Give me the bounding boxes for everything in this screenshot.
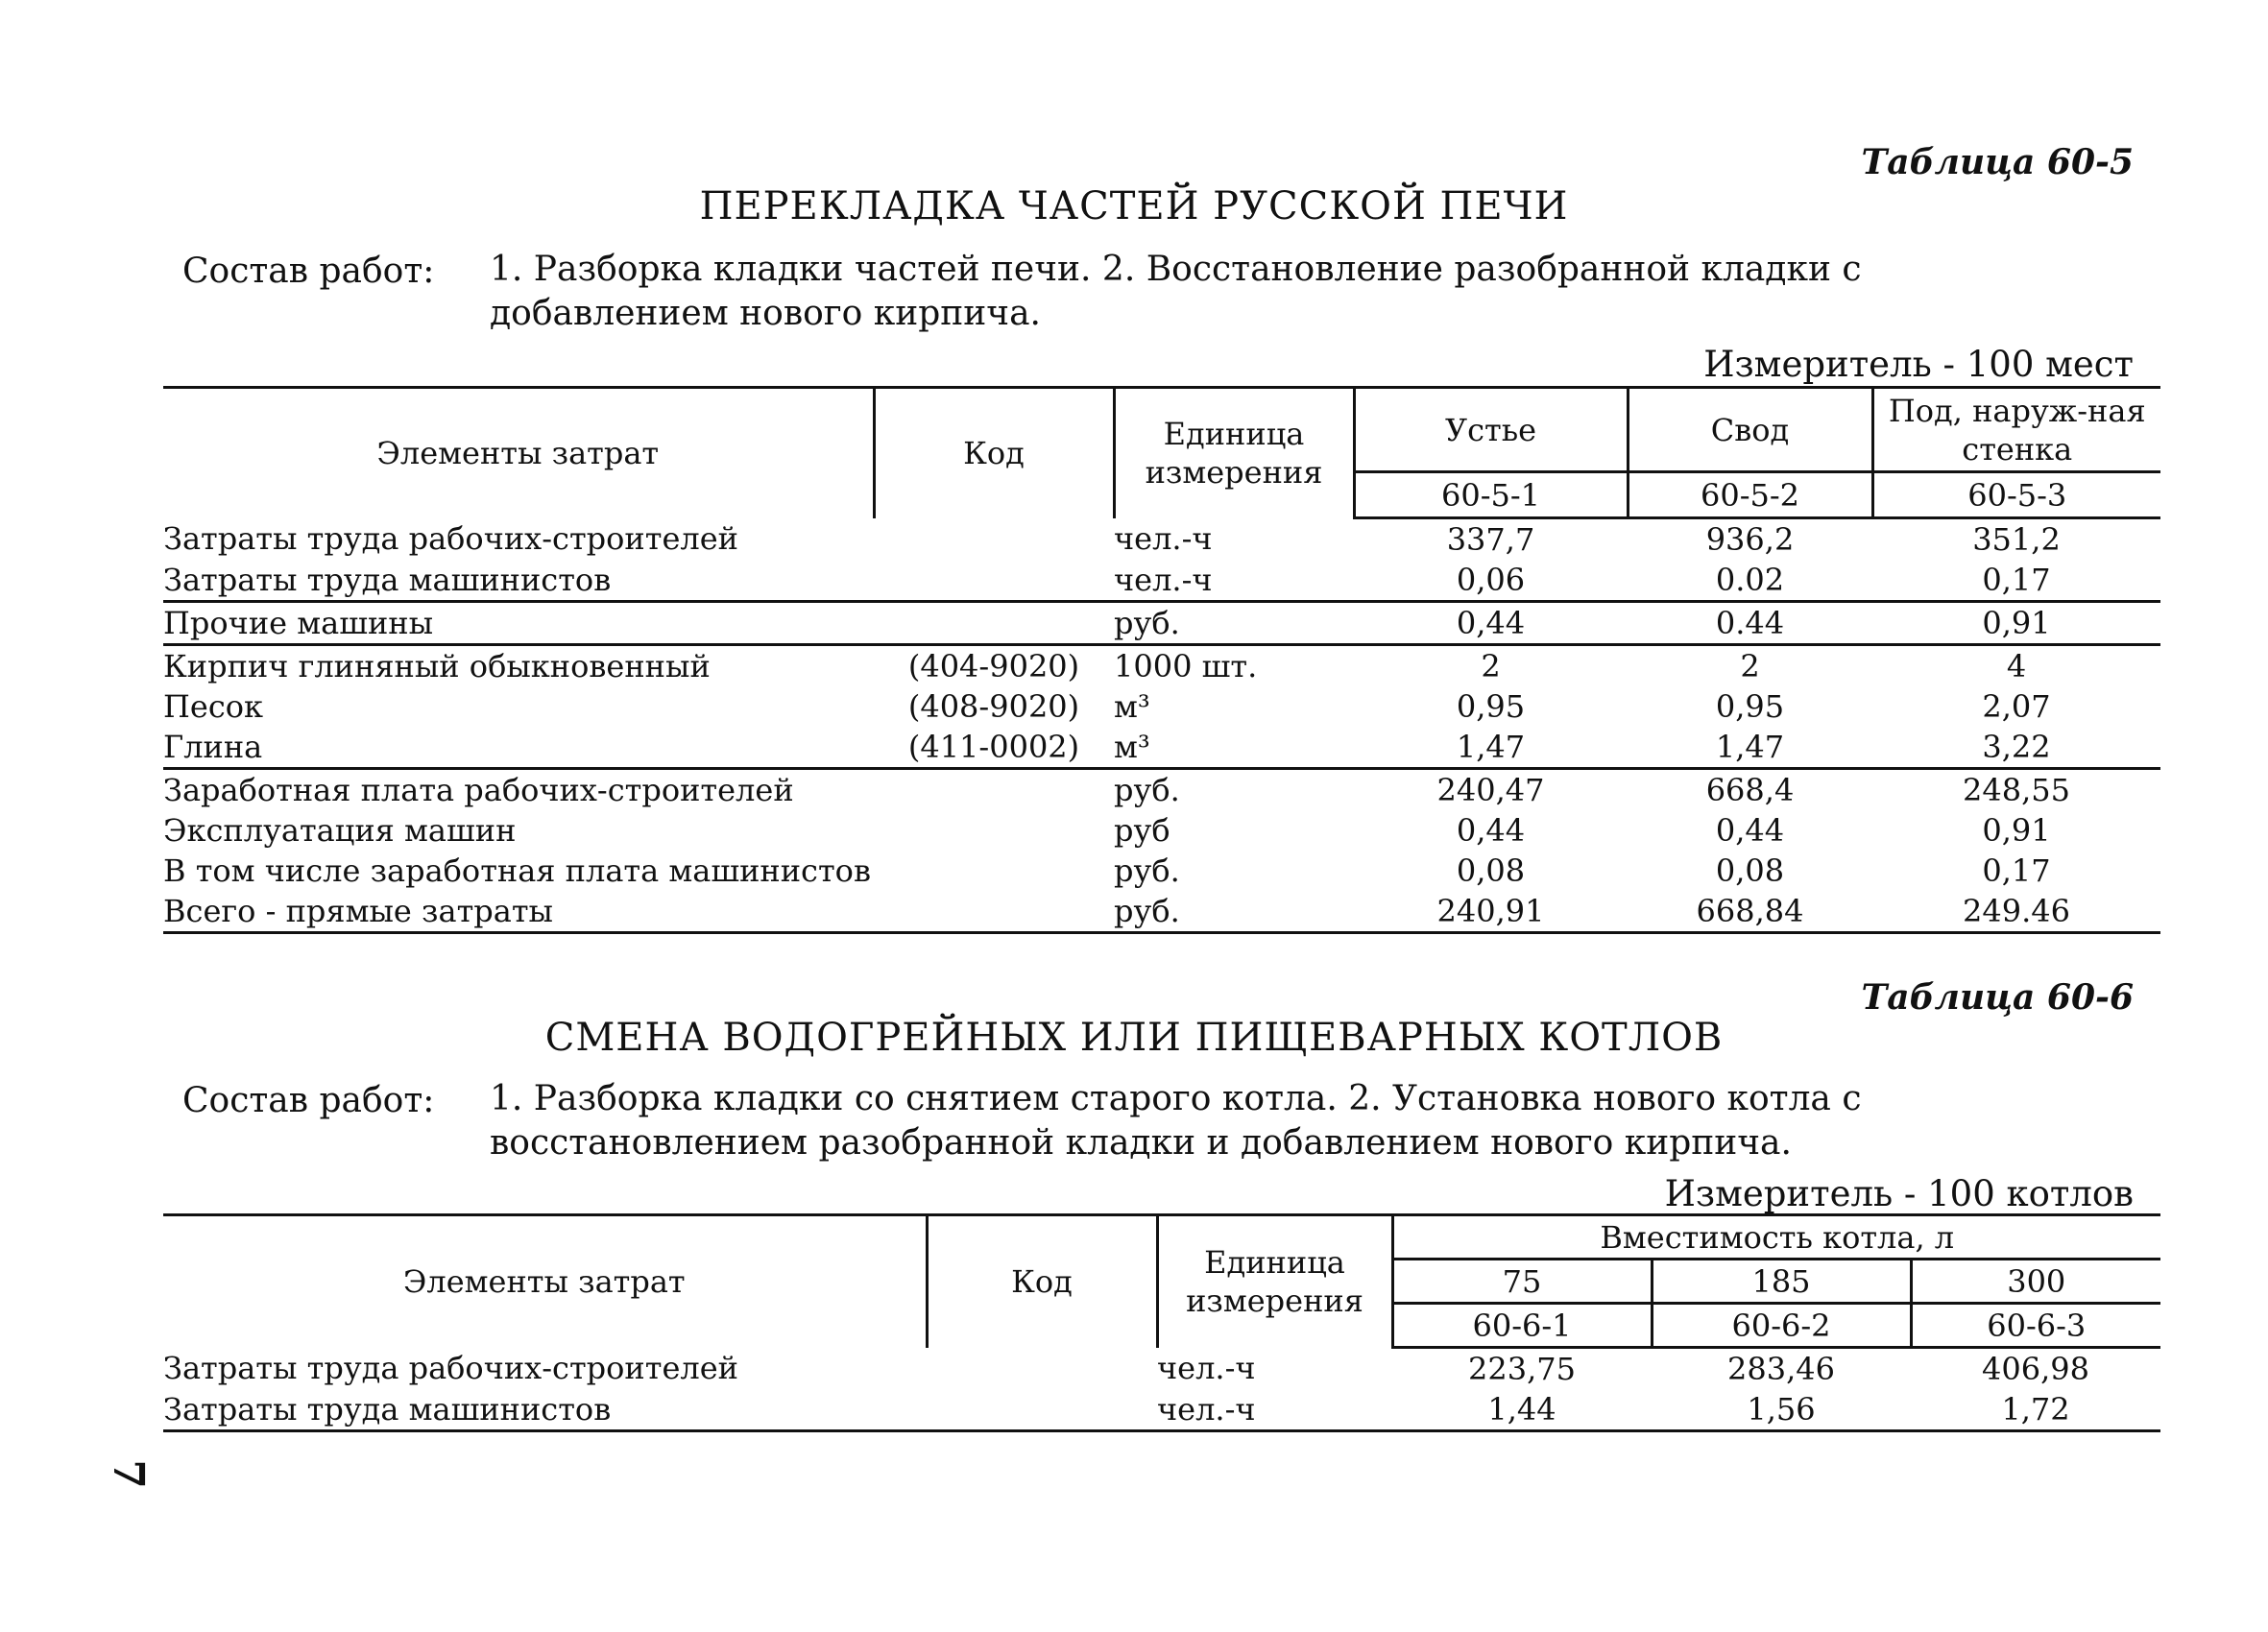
row-value: 3,22 (1872, 727, 2160, 769)
header-code-3: 60-6-3 (1911, 1304, 2160, 1348)
row-value: 0.44 (1628, 602, 1872, 645)
header-col-1: 75 (1392, 1260, 1652, 1304)
cost-table-60-5 (163, 386, 2160, 934)
row-value: 0,44 (1456, 812, 1526, 849)
row-kod (874, 560, 1114, 602)
row-value: 2 (1481, 648, 1501, 684)
row-value: 0,08 (1715, 852, 1785, 889)
table-row (163, 602, 2160, 645)
table-row (163, 645, 2160, 687)
row-value: 1,44 (1392, 1389, 1652, 1431)
row-value: 240,47 (1436, 772, 1545, 808)
header-kod: Код (874, 388, 1114, 518)
row-name: Прочие машины (163, 602, 874, 645)
row-kod: (411-0002) (874, 727, 1114, 769)
row-kod (874, 851, 1114, 891)
row-unit: руб. (1114, 772, 1180, 808)
table-number: Таблица 60-5 (1861, 142, 2134, 182)
row-value: 0,91 (1872, 602, 2160, 645)
table-row (163, 810, 2160, 851)
table-row (163, 518, 2160, 561)
header-col-2: 185 (1652, 1260, 1911, 1304)
header-code-1: 60-5-1 (1354, 472, 1628, 518)
row-unit: руб. (1114, 602, 1354, 645)
row-value: 0,95 (1456, 688, 1526, 725)
row-name: Глина (163, 727, 874, 769)
header-code-2: 60-5-2 (1628, 472, 1872, 518)
meter-label: Измеритель - 100 мест (1703, 344, 2134, 385)
row-name: Эксплуатация машин (163, 812, 517, 849)
row-unit: руб. (1114, 891, 1354, 933)
row-unit: 1000 шт. (1114, 648, 1258, 684)
row-name: В том числе заработная плата машинистов (163, 852, 871, 889)
header-col-2: Свод (1628, 388, 1872, 472)
table-title: СМЕНА ВОДОГРЕЙНЫХ ИЛИ ПИЩЕВАРНЫХ КОТЛОВ (544, 1016, 1724, 1060)
table-row (163, 1348, 2160, 1390)
cost-table-60-6 (163, 1213, 2160, 1432)
row-value: 1,72 (1911, 1389, 2160, 1431)
header-code-1: 60-6-1 (1392, 1304, 1652, 1348)
row-value: 936,2 (1705, 521, 1795, 558)
row-name: Кирпич глиняный обыкновенный (163, 648, 711, 684)
row-value: 0,17 (1872, 560, 2160, 602)
row-kod (874, 810, 1114, 851)
sostav-text: 1. Разборка кладки частей печи. 2. Восстановление разобранной кладки с добавлением нового кирпича. (490, 250, 1862, 333)
header-elements: Элементы затрат (163, 1215, 927, 1348)
row-unit: руб (1114, 812, 1170, 849)
table-number: Таблица 60-6 (1861, 977, 2134, 1018)
header-code-2: 60-6-2 (1652, 1304, 1911, 1348)
row-value: 0,08 (1456, 852, 1526, 889)
sostav-text: 1. Разборка кладки со снятием старого котла. 2. Установка нового котла с восстановлением разобранной кладки и добавлением нового кирпича. (490, 1079, 1862, 1163)
header-unit: Единица измерения (1157, 1215, 1392, 1348)
header-kod: Код (927, 1215, 1157, 1348)
header-group: Вместимость котла, л (1392, 1215, 2160, 1260)
row-name: Заработная плата рабочих-строителей (163, 772, 794, 808)
row-value: 249.46 (1872, 891, 2160, 933)
header-col-3: 300 (1911, 1260, 2160, 1304)
row-value: 283,46 (1727, 1351, 1835, 1387)
table-row (163, 851, 2160, 891)
row-unit: м³ (1114, 727, 1354, 769)
row-value: 248,55 (1963, 772, 2070, 808)
row-kod: (404-9020) (907, 648, 1080, 684)
row-value: 1,47 (1628, 727, 1872, 769)
header-elements: Элементы затрат (163, 388, 874, 518)
row-value: 406,98 (1982, 1351, 2089, 1387)
row-name: Затраты труда рабочих-строителей (163, 520, 738, 558)
row-unit: м³ (1114, 688, 1150, 725)
row-unit: чел.-ч (1114, 520, 1213, 558)
row-kod (874, 769, 1114, 811)
row-name: Затраты труда машинистов (163, 1389, 927, 1431)
row-name: Затраты труда рабочих-строителей (163, 1350, 738, 1387)
header-code-3: 60-5-3 (1872, 472, 2160, 518)
row-value: 351,2 (1972, 521, 2061, 558)
row-value: 1,56 (1652, 1389, 1911, 1431)
meter-label: Измеритель - 100 котлов (1664, 1173, 2134, 1214)
sostav-label: Состав работ: (182, 252, 435, 291)
row-value: 4 (2006, 648, 2027, 684)
table-row (163, 1389, 2160, 1431)
table-row (163, 891, 2160, 933)
row-value: 337,7 (1446, 521, 1535, 558)
row-kod (927, 1389, 1157, 1431)
table-row (163, 769, 2160, 811)
row-value: 0,44 (1354, 602, 1628, 645)
page-number: 7 (103, 1459, 153, 1489)
row-value: 2,07 (1982, 688, 2051, 725)
sostav-label: Состав работ: (182, 1081, 435, 1120)
row-unit: чел.-ч (1114, 560, 1354, 602)
row-unit: чел.-ч (1157, 1389, 1392, 1431)
row-value: 0,06 (1354, 560, 1628, 602)
row-unit: чел.-ч (1157, 1350, 1256, 1387)
row-name: Затраты труда машинистов (163, 560, 874, 602)
row-value: 223,75 (1468, 1351, 1576, 1387)
row-value: 0,44 (1715, 812, 1785, 849)
row-kod (927, 1348, 1157, 1390)
table-row (163, 727, 2160, 769)
table-row (163, 686, 2160, 727)
header-unit: Единица измерения (1114, 388, 1354, 518)
header-col-1: Устье (1354, 388, 1628, 472)
row-value: 0,17 (1982, 852, 2051, 889)
row-value: 0,91 (1982, 812, 2051, 849)
row-name: Песок (163, 688, 264, 725)
row-value: 1,47 (1354, 727, 1628, 769)
table-title: ПЕРЕКЛАДКА ЧАСТЕЙ РУССКОЙ ПЕЧИ (699, 184, 1569, 228)
row-kod (874, 602, 1114, 645)
row-unit: руб. (1114, 852, 1180, 889)
row-kod: (408-9020) (907, 688, 1080, 725)
row-name: Всего - прямые затраты (163, 891, 874, 933)
row-value: 240,91 (1354, 891, 1628, 933)
row-value: 668,4 (1705, 772, 1795, 808)
row-value: 0,95 (1715, 688, 1785, 725)
row-value: 0.02 (1628, 560, 1872, 602)
row-kod (874, 518, 1114, 561)
row-value: 2 (1740, 648, 1760, 684)
table-row (163, 560, 2160, 602)
header-col-3: Под, наруж-ная стенка (1872, 388, 2160, 472)
row-kod (874, 891, 1114, 933)
row-value: 668,84 (1628, 891, 1872, 933)
